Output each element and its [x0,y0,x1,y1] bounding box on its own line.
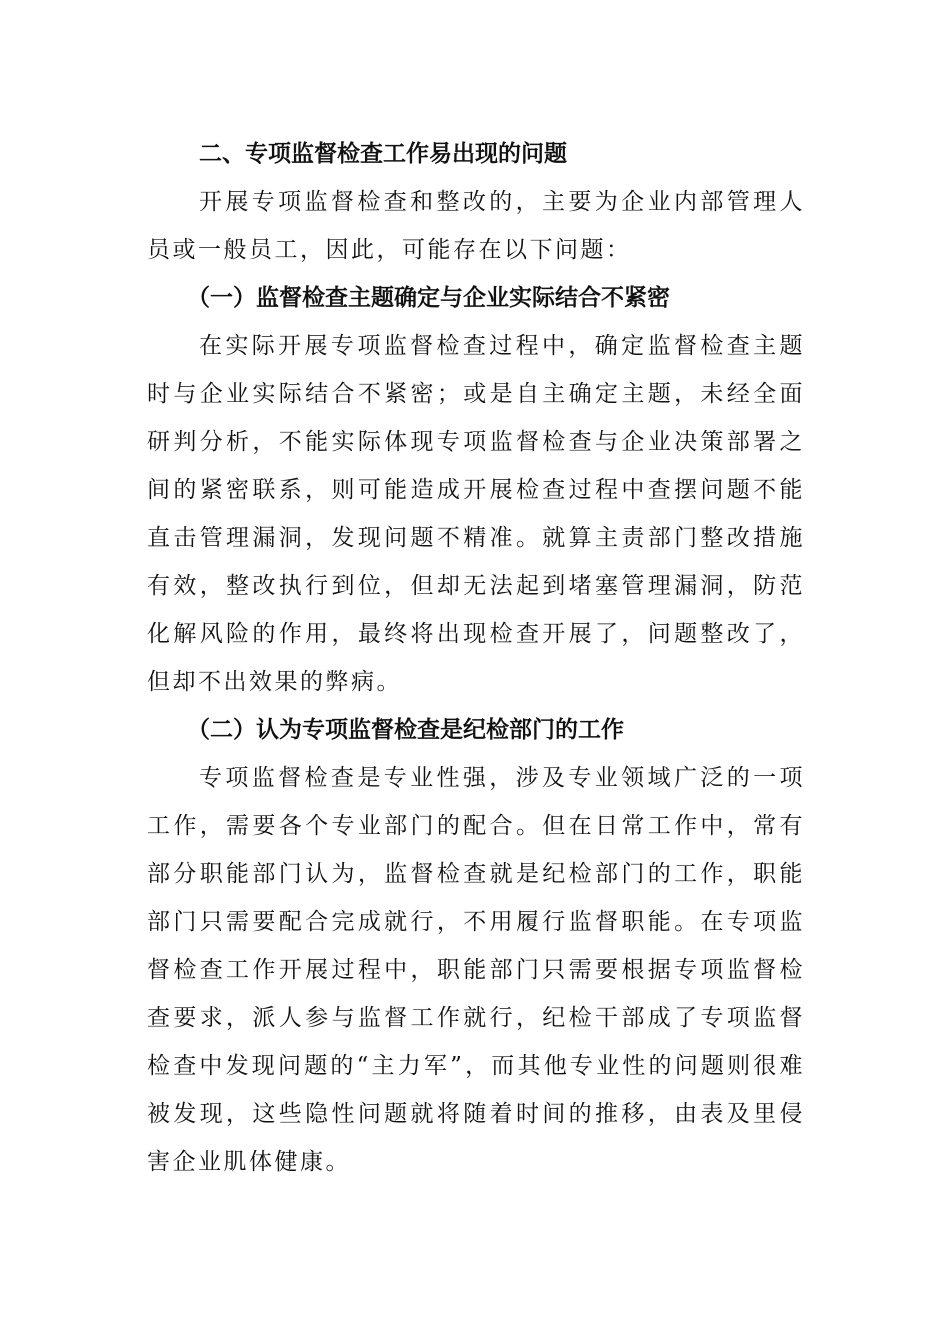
subsection-1-paragraph: 在实际开展专项监督检查过程中，确定监督检查主题时与企业实际结合不紧密；或是自主确定主题，未经全面研判分析，不能实际体现专项监督检查与企业决策部署之间的紧密联系，则可能造成开展检查过程中查摆问题不能直击管理漏洞，发现问题不精准。就算主责部门整改措施有效，整改执行到位，但却无法起到堵塞管理漏洞，防范化解风险的作用，最终将出现检查开展了，问题整改了，但却不出效果的弊病。 [147,333,805,695]
document-page [147,130,805,1186]
subsection-1-heading: （一）监督检查主题确定与企业实际结合不紧密 [187,284,670,311]
subsection-2-paragraph: 专项监督检查是专业性强，涉及专业领域广泛的一项工作，需要各个专业部门的配合。但在日常工作中，常有部分职能部门认为，监督检查就是纪检部门的工作，职能部门只需要配合完成就行，不用履行监督职能。在专项监督检查工作开展过程中，职能部门只需要根据专项监督检查要求，派人参与监督工作就行，纪检干部成了专项监督检查中发现问题的“主力军”，而其他专业性的问题则很难被发现，这些隐性问题就将随着时间的推移，由表及里侵害企业肌体健康。 [147,765,805,1175]
subsection-2-heading: （二）认为专项监督检查是纪检部门的工作 [187,716,624,743]
intro-paragraph: 开展专项监督检查和整改的，主要为企业内部管理人员或一般员工，因此，可能存在以下问题： [147,189,805,263]
section-heading: 二、专项监督检查工作易出现的问题 [199,140,567,167]
